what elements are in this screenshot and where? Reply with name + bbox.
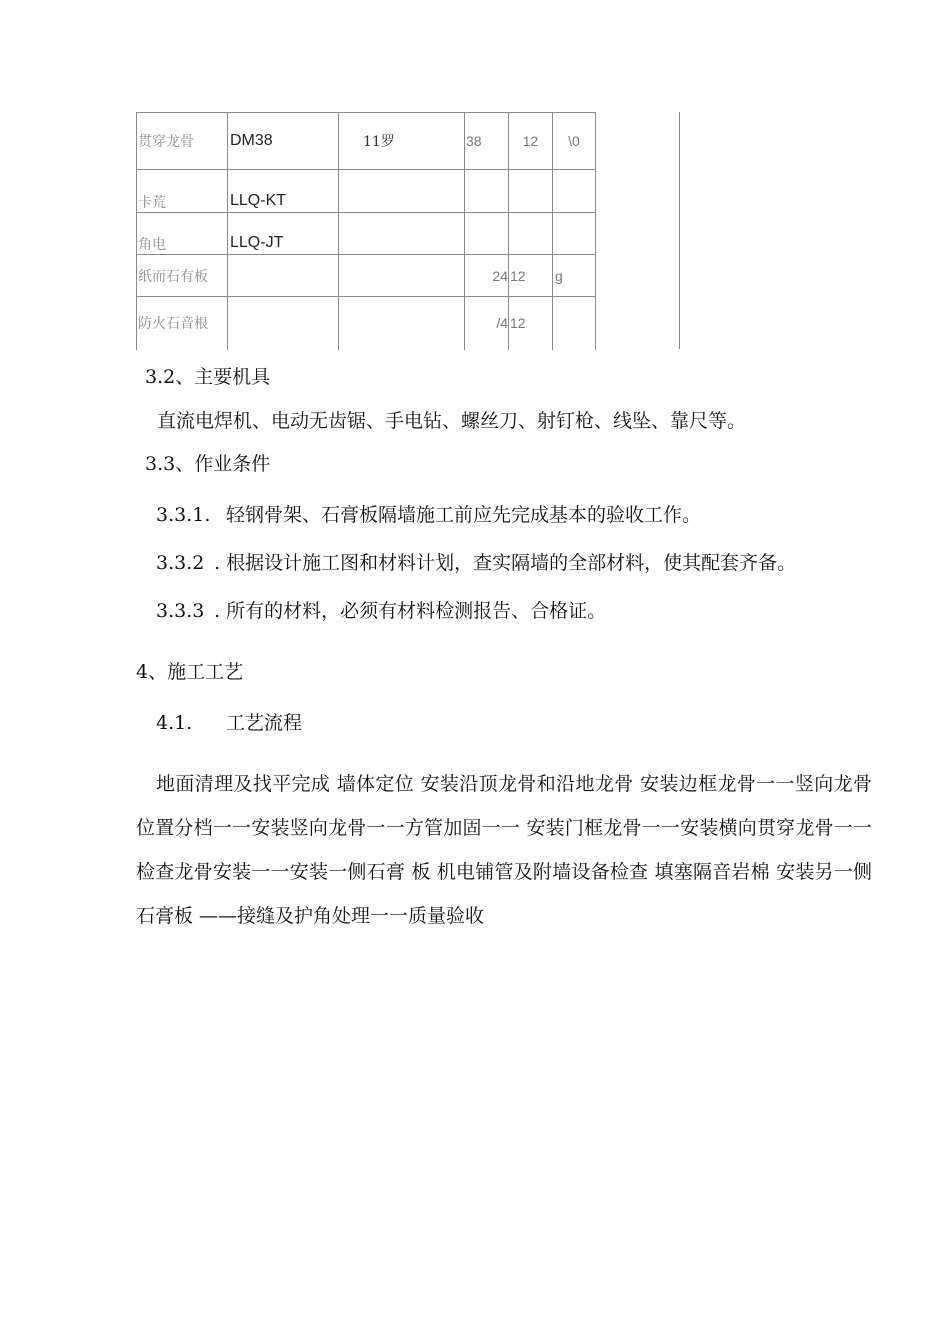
section-heading-4: 4、施工工艺 xyxy=(136,661,244,683)
subsection-number: 4.1. xyxy=(156,712,193,734)
material-code: DM38 xyxy=(228,113,339,170)
table-cell: 12 xyxy=(509,297,553,350)
section-heading-3-3: 3.3、作业条件 xyxy=(145,453,271,475)
condition-text: 轻钢骨架、石膏板隔墙施工前应先完成基本的验收工作。 xyxy=(226,504,702,526)
table-cell xyxy=(339,255,465,297)
table-right-border xyxy=(679,112,680,349)
condition-number: 3.3.2 xyxy=(156,552,205,574)
table-cell xyxy=(228,255,339,297)
table-cell xyxy=(553,213,596,255)
table-cell xyxy=(509,213,553,255)
table-row xyxy=(137,255,596,297)
condition-text: . 所有的材料，必须有材料检测报告、合格证。 xyxy=(214,600,607,622)
table-cell: \0 xyxy=(553,113,596,170)
table-cell xyxy=(339,213,465,255)
table-cell: 38 xyxy=(465,113,509,170)
table-row xyxy=(137,113,596,170)
condition-number: 3.3.3 xyxy=(156,600,205,622)
condition-text: . 根据设计施工图和材料计划，查实隔墙的全部材料，使其配套齐备。 xyxy=(214,552,797,574)
table-cell: 24 xyxy=(465,255,509,297)
table-cell xyxy=(465,213,509,255)
material-code: LLQ-KT xyxy=(228,170,339,213)
materials-table xyxy=(136,112,596,350)
table-row xyxy=(137,170,596,213)
material-code: LLQ-JT xyxy=(228,213,339,255)
table-cell xyxy=(228,297,339,350)
section-heading-3-2: 3.2、主要机具 xyxy=(145,366,271,388)
table-row xyxy=(137,213,596,255)
table-cell: 12 xyxy=(509,113,553,170)
table-cell: 12 xyxy=(509,255,553,297)
table-cell: g xyxy=(553,255,596,297)
condition-number: 3.3.1. xyxy=(156,504,211,526)
material-name: 角电 xyxy=(137,213,228,255)
process-flow-paragraph: 地面清理及找平完成 墙体定位 安装沿顶龙骨和沿地龙骨 安装边框龙骨一一竖向龙骨位置分档一一安装竖向龙骨一一方管加固一一 安装门框龙骨一一安装横向贯穿龙骨一一检查龙骨安装一一安装一侧石膏 板 机电铺管及附墙设备检查 填塞隔音岩棉 安装另一侧石膏板 ——接缝及护角处理一一质量验收 xyxy=(136,773,872,927)
material-name: 纸而石有板 xyxy=(137,255,228,297)
table-cell xyxy=(553,170,596,213)
material-name: 贯穿龙骨 xyxy=(137,113,228,170)
table-cell: 11罗 xyxy=(339,113,465,170)
tools-paragraph: 直流电焊机、电动无齿锯、手电钻、螺丝刀、射钉枪、线坠、靠尺等。 xyxy=(157,410,747,432)
material-name: 卡荒 xyxy=(137,170,228,213)
table-cell xyxy=(509,170,553,213)
table-cell xyxy=(553,297,596,350)
table-cell xyxy=(465,170,509,213)
table-cell: /4 xyxy=(465,297,509,350)
table-cell xyxy=(339,297,465,350)
table-row xyxy=(137,297,596,350)
material-name: 防火石音根 xyxy=(137,297,228,350)
subsection-title: 工艺流程 xyxy=(226,712,303,734)
table-cell xyxy=(339,170,465,213)
